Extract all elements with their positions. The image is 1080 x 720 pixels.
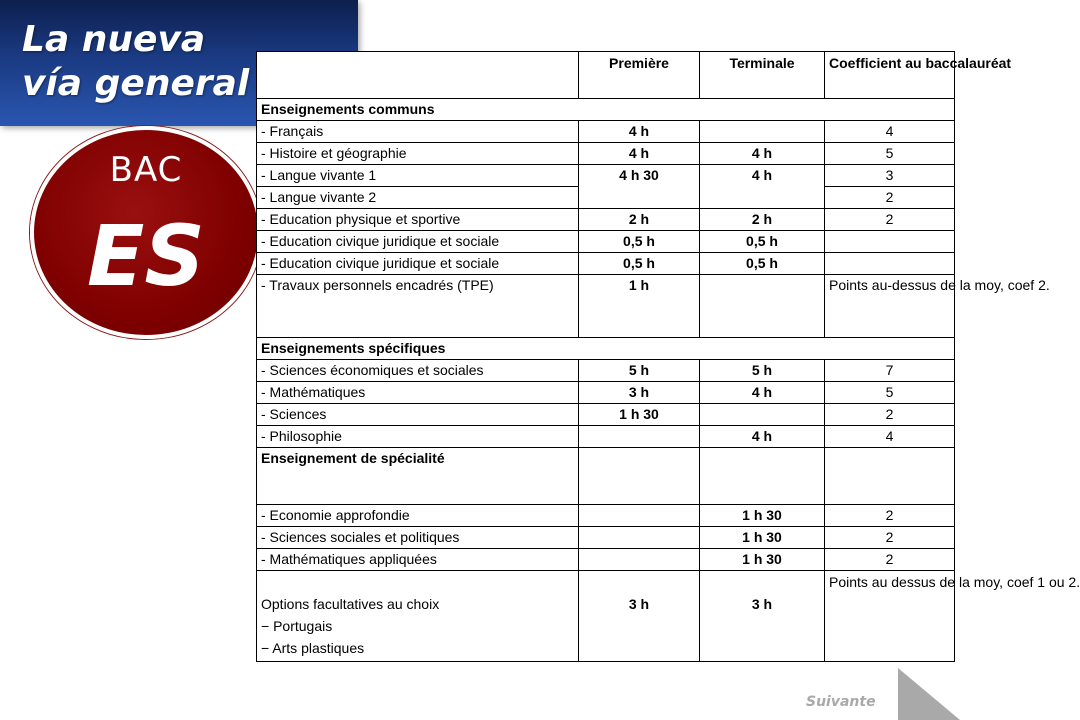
subject-cell: - Education civique juridique et sociale [257,231,579,253]
subject-cell: - Travaux personnels encadrés (TPE) [257,275,579,338]
table-row [257,275,955,338]
terminale-cell [700,275,825,338]
table-header-row [257,52,955,99]
table-row [257,360,955,382]
subject-cell: - Education civique juridique et sociale [257,253,579,275]
terminale-cell: 0,5 h [700,231,825,253]
premiere-cell: 1 h [579,275,700,338]
coef-cell: 2 [825,404,955,426]
terminale-cell [700,121,825,143]
table-row [257,231,955,253]
premiere-cell: 1 h 30 [579,404,700,426]
subject-cell: - Education physique et sportive [257,209,579,231]
header-terminale: Terminale [700,52,825,99]
terminale-cell: 1 h 30 [700,527,825,549]
premiere-cell: 3 h [579,382,700,404]
empty-cell [825,448,955,505]
terminale-cell [700,404,825,426]
premiere-cell: 0,5 h [579,253,700,275]
table-row [257,527,955,549]
options-cell [257,571,579,662]
premiere-cell: 5 h [579,360,700,382]
coef-cell: 2 [825,527,955,549]
terminale-cell: 5 h [700,360,825,382]
table-row [257,404,955,426]
terminale-cell: 4 h [700,382,825,404]
triangle-arrow-icon[interactable] [898,668,960,720]
coef-cell: 2 [825,209,955,231]
options-terminale-value: 3 h [751,596,773,612]
coef-cell: Points au dessus de la moy, coef 1 ou 2. [825,571,955,662]
terminale-cell: 2 h [700,209,825,231]
premiere-cell [579,426,700,448]
header-coefficient: Coefficient au baccalauréat [825,52,955,99]
table-row [257,426,955,448]
section-communs-label: Enseignements communs [257,99,955,121]
subject-cell: - Philosophie [257,426,579,448]
table-row [257,253,955,275]
option-item-portugais: − Portugais [261,618,333,634]
coef-cell: 2 [825,187,955,209]
table-row [257,165,955,187]
subject-cell: - Mathématiques [257,382,579,404]
header-empty-cell [257,52,579,99]
coef-cell: 5 [825,143,955,165]
subject-cell: - Economie approfondie [257,505,579,527]
coef-cell [825,231,955,253]
coef-cell: 7 [825,360,955,382]
slide-title-line2: vía general [22,63,250,104]
premiere-cell: 4 h [579,143,700,165]
premiere-cell: 0,5 h [579,231,700,253]
table-row [257,143,955,165]
options-spacer [583,571,695,593]
curriculum-table-container [256,51,1080,662]
subject-cell: - Français [257,121,579,143]
terminale-cell: 1 h 30 [700,549,825,571]
section-specifiques-label: Enseignements spécifiques [257,338,955,360]
next-slide-link[interactable]: Suivante [806,694,876,710]
options-title: Options facultatives au choix [261,596,440,612]
coef-cell: Points au-dessus de la moy, coef 2. [825,275,955,338]
premiere-cell: 4 h [579,121,700,143]
premiere-cell [579,505,700,527]
options-spacer [261,571,574,593]
terminale-cell: 4 h [700,143,825,165]
terminale-cell [700,571,825,662]
table-row [257,121,955,143]
coef-cell: 4 [825,121,955,143]
coef-cell: 5 [825,382,955,404]
terminale-cell: 4 h [700,165,825,209]
options-spacer [704,571,820,593]
subject-cell: - Langue vivante 2 [257,187,579,209]
bac-es-badge [30,126,262,339]
table-row [257,382,955,404]
coef-cell: 3 [825,165,955,187]
section-row-communs [257,99,955,121]
badge-es-text: ES [87,207,205,305]
option-item-arts-plastiques: − Arts plastiques [261,640,365,656]
premiere-cell: 4 h 30 [579,165,700,209]
empty-cell [700,448,825,505]
coef-cell [825,253,955,275]
subject-cell: - Mathématiques appliquées [257,549,579,571]
terminale-cell: 1 h 30 [700,505,825,527]
section-row-specialite [257,448,955,505]
premiere-cell [579,527,700,549]
table-row [257,549,955,571]
empty-cell [579,448,700,505]
section-specialite-label: Enseignement de spécialité [257,448,579,505]
coef-cell: 2 [825,549,955,571]
options-premiere-value: 3 h [628,596,650,612]
subject-cell: - Sciences sociales et politiques [257,527,579,549]
premiere-cell [579,571,700,662]
curriculum-table [256,51,1080,662]
table-row [257,505,955,527]
subject-cell: - Langue vivante 1 [257,165,579,187]
coef-cell: 4 [825,426,955,448]
slide-title-line1: La nueva [22,19,206,60]
premiere-cell [579,549,700,571]
coef-cell: 2 [825,505,955,527]
terminale-cell: 4 h [700,426,825,448]
table-row [257,209,955,231]
subject-cell: - Histoire et géographie [257,143,579,165]
premiere-cell: 2 h [579,209,700,231]
terminale-cell: 0,5 h [700,253,825,275]
section-row-specifiques [257,338,955,360]
options-row [257,571,955,662]
subject-cell: - Sciences économiques et sociales [257,360,579,382]
subject-cell: - Sciences [257,404,579,426]
header-premiere: Première [579,52,700,99]
badge-bac-text: BAC [109,150,183,190]
